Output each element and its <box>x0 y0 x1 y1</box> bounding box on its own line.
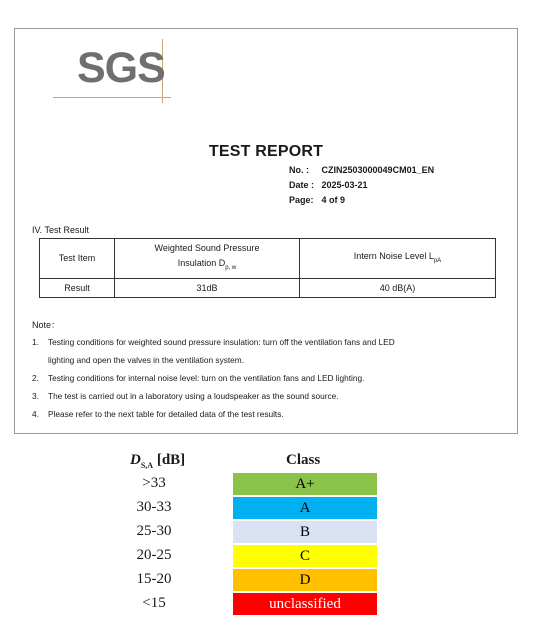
note-number: 1. <box>32 337 39 347</box>
report-page-label: Page: <box>289 195 314 205</box>
header-weighted-subscript: p, w <box>225 264 237 271</box>
classification-range: 15-20 <box>136 571 172 587</box>
classification-row <box>108 592 388 616</box>
header-test-item: Test Item <box>40 239 115 279</box>
row-noise-value: 40 dB(A) <box>300 278 496 297</box>
classification-class-cell: A <box>233 497 377 519</box>
classification-row <box>108 544 388 568</box>
note-number: 3. <box>32 391 39 401</box>
notes-list <box>32 333 502 423</box>
note-item <box>32 387 502 405</box>
row-weighted-value: 31dB <box>115 278 300 297</box>
note-line: Please refer to the next table for detailed data of the test results. <box>48 409 284 419</box>
header-ds-column <box>130 452 185 470</box>
note-item <box>32 333 502 369</box>
report-meta <box>289 163 434 208</box>
report-number-value: CZIN2503000049CM01_EN <box>321 165 435 175</box>
classification-range: 30-33 <box>136 499 172 515</box>
row-label: Result <box>40 278 115 297</box>
note-item <box>32 405 502 423</box>
report-number <box>289 163 434 178</box>
classification-row <box>108 472 388 496</box>
header-ds-subscript: S,A <box>140 461 154 470</box>
classification-row <box>108 496 388 520</box>
results-table <box>39 238 496 298</box>
logo-rule-horizontal <box>53 97 171 98</box>
classification-rows <box>108 472 388 616</box>
classification-class-cell: B <box>233 521 377 543</box>
report-date-value: 2025-03-21 <box>321 180 368 190</box>
report-page-value: 4 of 9 <box>321 195 346 205</box>
note-title: Note： <box>32 320 61 330</box>
header-noise-subscript: pA <box>433 257 442 264</box>
header-ds-unit: [dB] <box>153 452 186 468</box>
sgs-logo <box>67 43 163 93</box>
note-line: Testing conditions for weighted sound pressure insulation: turn off the ventilation fans and LED <box>48 337 395 347</box>
classification-range: 25-30 <box>136 523 172 539</box>
results-header-row <box>40 239 496 279</box>
note-line-continued: lighting and open the valves in the ventilation system. <box>48 355 245 365</box>
header-class-column: Class <box>286 452 321 468</box>
classification-header <box>108 452 388 472</box>
classification-row <box>108 520 388 544</box>
classification-range: <15 <box>142 595 166 611</box>
logo-text: SGS <box>77 44 165 92</box>
report-number-label: No. : <box>289 165 309 175</box>
classification-class-cell: C <box>233 545 377 567</box>
results-value-row <box>40 278 496 297</box>
report-date <box>289 178 434 193</box>
header-noise-level <box>300 239 496 279</box>
section-title: IV. Test Result <box>32 225 90 235</box>
report-date-label: Date : <box>289 180 315 190</box>
classification-table <box>108 452 388 616</box>
classification-range: 20-25 <box>136 547 172 563</box>
note-number: 4. <box>32 409 39 419</box>
header-ds-symbol: D <box>130 452 141 468</box>
header-weighted-line1: Weighted Sound Pressure <box>154 243 260 253</box>
note-item <box>32 369 502 387</box>
note-line: Testing conditions for internal noise level: turn on the ventilation fans and LED lighting. <box>48 373 365 383</box>
classification-row <box>108 568 388 592</box>
report-title: TEST REPORT <box>208 143 324 160</box>
header-weighted-insulation <box>115 239 300 279</box>
header-weighted-line2: Insulation D <box>177 258 226 268</box>
header-noise-text: Intern Noise Level L <box>353 250 434 261</box>
classification-class-cell: D <box>233 569 377 591</box>
note-line: The test is carried out in a laboratory using a loudspeaker as the sound source. <box>48 391 339 401</box>
report-page <box>14 28 518 434</box>
note-number: 2. <box>32 373 39 383</box>
classification-range: >33 <box>142 475 166 491</box>
report-page <box>289 193 434 208</box>
classification-class-cell: A+ <box>233 473 377 495</box>
classification-class-cell: unclassified <box>233 593 377 615</box>
